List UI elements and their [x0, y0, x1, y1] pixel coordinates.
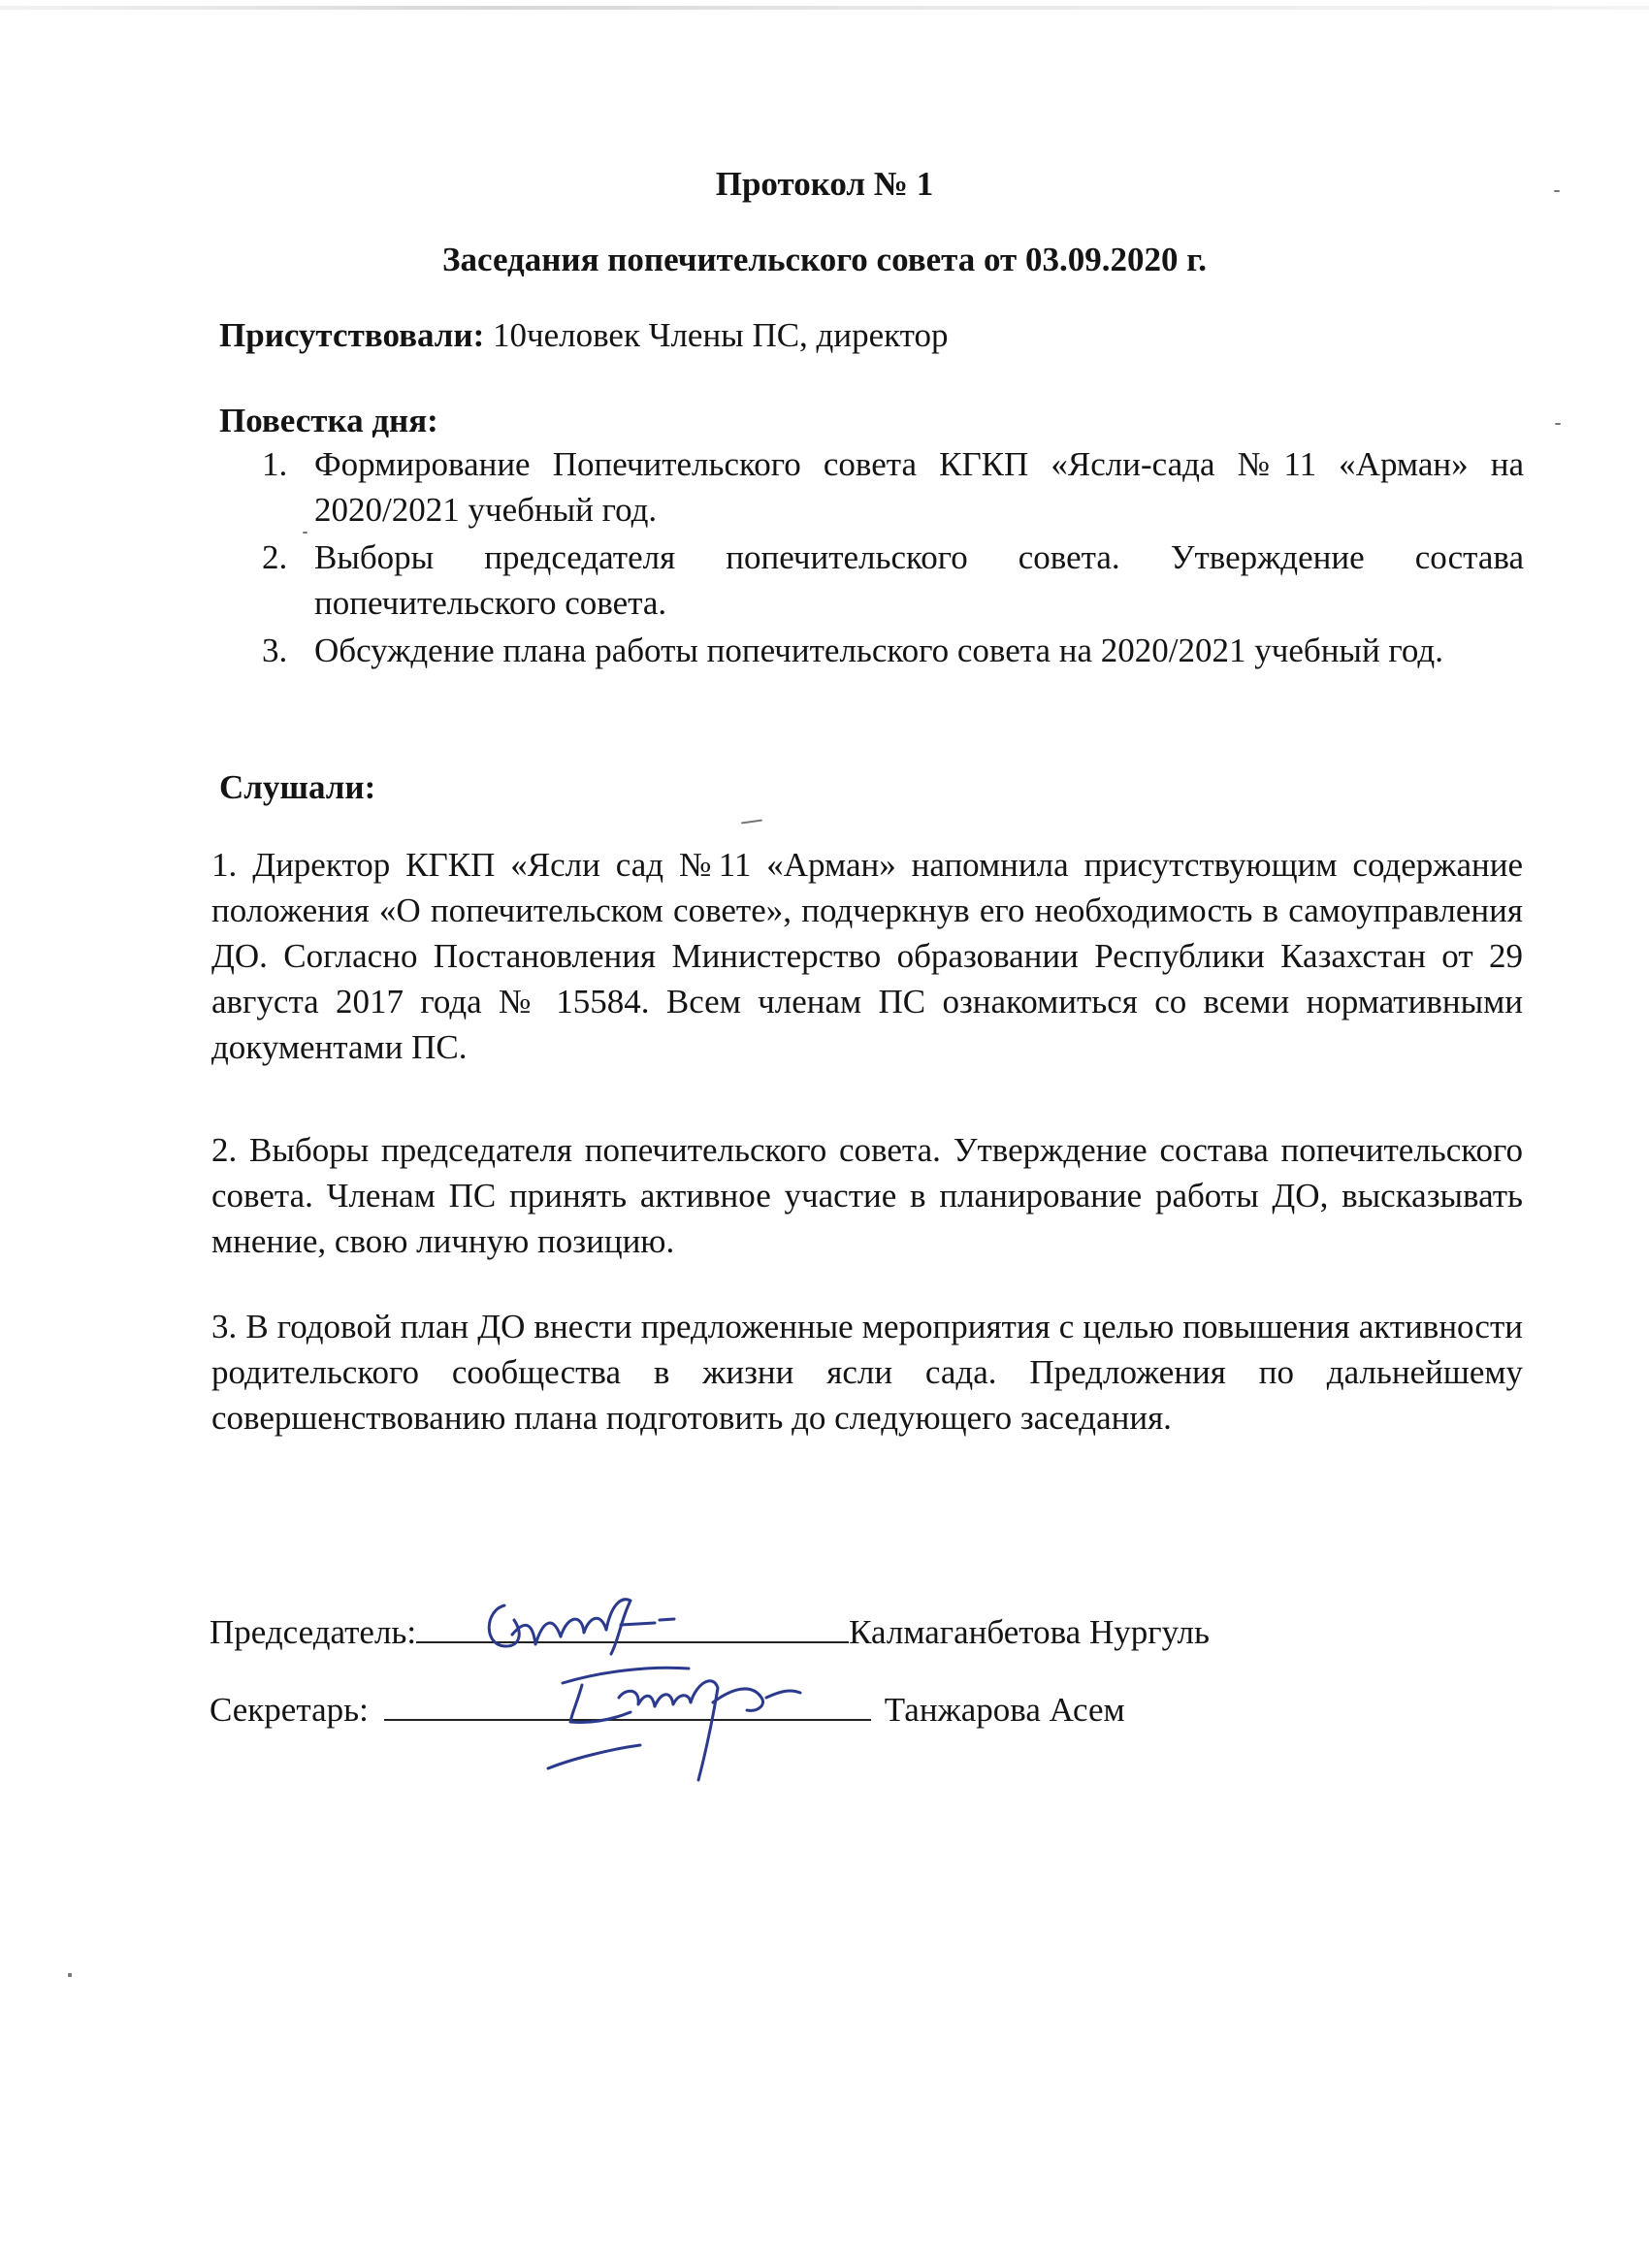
agenda-item-text: Выборы председателя попечительского совета. Утверждение состава попечительского совета. — [314, 538, 1524, 622]
attendance-line — [219, 312, 949, 358]
agenda-item — [219, 535, 1524, 626]
agenda-item-number: 1. — [262, 445, 288, 483]
scan-speck — [741, 819, 762, 824]
scan-speck — [1555, 423, 1561, 425]
agenda-item — [219, 441, 1524, 533]
document-title: Протокол № 1 — [715, 165, 934, 203]
chair-name: Калмаганбетова Нургуль — [849, 1613, 1210, 1651]
scan-speck — [1554, 190, 1560, 192]
agenda-item — [219, 628, 1524, 673]
agenda-list — [219, 441, 1524, 675]
attendance-text: 10человек Члены ПС, директор — [484, 316, 949, 354]
secretary-handwritten-signature — [543, 1644, 854, 1790]
agenda-heading: Повестка дня: — [219, 402, 438, 439]
agenda-item-number: 3. — [262, 632, 288, 669]
scan-speck — [68, 1973, 72, 1977]
chair-label: Председатель: — [210, 1613, 417, 1651]
document-subtitle: Заседания попечительского совета от 03.09.2020 г. — [442, 241, 1207, 278]
secretary-name: Танжарова Асем — [884, 1691, 1125, 1729]
scan-edge-line — [0, 6, 1649, 10]
attendance-label: Присутствовали: — [219, 316, 485, 354]
secretary-label: Секретарь: — [210, 1691, 369, 1729]
agenda-item-text: Обсуждение плана работы попечительского совета на 2020/2021 учебный год. — [314, 632, 1443, 669]
agenda-item-text: Формирование Попечительского совета КГКП «Ясли-сада №11 «Арман» на 2020/2021 учебный год. — [314, 445, 1524, 529]
heard-paragraph-1: 1. Директор КГКП «Ясли сад №11 «Арман» напомнила присутствующим содержание положения «О попечительском совете», подчеркнув его необходимость в самоуправления ДО. Согласно Постановления Министерство образовании Республики Казахстан от 29 августа 2017 года № 15584. Всем членам ПС ознакомиться со всеми нормативными документами ПС. — [211, 846, 1523, 1066]
agenda-item-number: 2. — [262, 538, 288, 576]
heard-paragraph-2: 2. Выборы председателя попечительского совета. Утверждение состава попечительского совета. Членам ПС принять активное участие в планирование работы ДО, высказывать мнение, свою личную позицию. — [211, 1131, 1523, 1260]
heard-heading: Слушали: — [219, 768, 376, 806]
scan-speck — [303, 532, 307, 534]
heard-paragraph-3: 3. В годовой план ДО внести предложенные мероприятия с целью повышения активности родительского сообщества в жизни ясли сада. Предложения по дальнейшему совершенствованию плана подготовить до следующего заседания. — [211, 1308, 1523, 1437]
